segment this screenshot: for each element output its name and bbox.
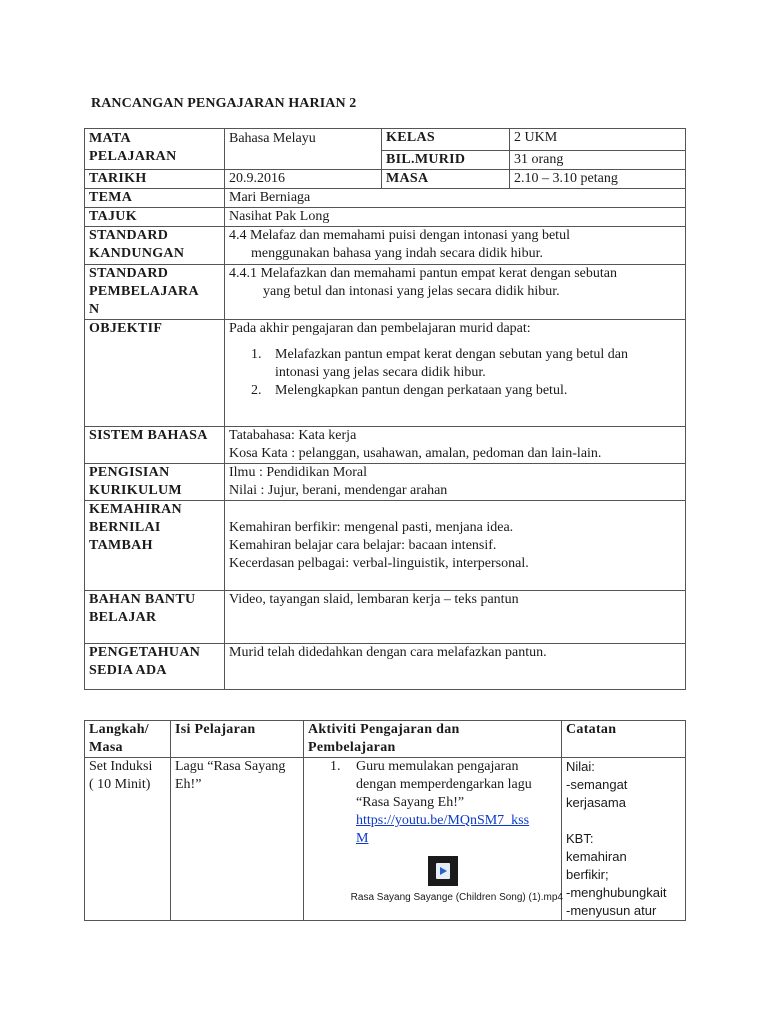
- bahan-bantu-belajar-value: Video, tayangan slaid, lembaran kerja – teks pantun: [225, 591, 686, 644]
- bil-murid-value: 31 orang: [510, 151, 686, 170]
- pengisian-kurikulum-value: Ilmu : Pendidikan Moral Nilai : Jujur, berani, mendengar arahan: [225, 464, 686, 501]
- standard-kandungan-label: STANDARD KANDUNGAN: [85, 227, 225, 265]
- header-langkah-masa: Langkah/ Masa: [85, 721, 171, 758]
- mata-pelajaran-value: Bahasa Melayu: [225, 129, 382, 170]
- standard-pembelajaran-label: STANDARD PEMBELAJARA N: [85, 265, 225, 320]
- objektif-label: OBJEKTIF: [85, 320, 225, 427]
- standard-kandungan-value: 4.4 Melafaz dan memahami puisi dengan intonasi yang betul menggunakan bahasa yang indah secara didik hibur.: [225, 227, 686, 265]
- header-isi-pelajaran: Isi Pelajaran: [171, 721, 304, 758]
- header-aktiviti: Aktiviti Pengajaran dan Pembelajaran: [304, 721, 562, 758]
- tajuk-label: TAJUK: [85, 208, 225, 227]
- youtube-link[interactable]: https://youtu.be/MQnSM7_kss: [356, 813, 530, 828]
- bil-murid-label: BIL.MURID: [382, 151, 510, 170]
- tajuk-value: Nasihat Pak Long: [225, 208, 686, 227]
- lesson-steps-table: [84, 720, 686, 921]
- masa-value: 2.10 – 3.10 petang: [510, 170, 686, 189]
- objektif-value: Pada akhir pengajaran dan pembelajaran murid dapat: 1. Melafazkan pantun empat kerat dengan sebutan yang betul dan intonasi yang jelas secara didik hibur. 2. Melengkapkan pantun dengan perkataan yang betul.: [225, 320, 686, 427]
- tarikh-value: 20.9.2016: [225, 170, 382, 189]
- masa-label: MASA: [382, 170, 510, 189]
- pengetahuan-sedia-ada-value: Murid telah didedahkan dengan cara melafazkan pantun.: [225, 644, 686, 690]
- mata-pelajaran-label: MATA PELAJARAN: [85, 129, 225, 170]
- header-catatan: Catatan: [562, 721, 686, 758]
- media-caption: Rasa Sayang Sayange (Children Song) (1).mp4: [350, 892, 563, 903]
- bahan-bantu-belajar-label: BAHAN BANTU BELAJAR: [85, 591, 225, 644]
- tema-value: Mari Berniaga: [225, 189, 686, 208]
- sistem-bahasa-label: SISTEM BAHASA: [85, 427, 225, 464]
- kelas-label: KELAS: [382, 129, 510, 151]
- table-row: [85, 758, 686, 921]
- objektif-item: 1. Melafazkan pantun empat kerat dengan sebutan yang betul dan intonasi yang jelas secara didik hibur.: [251, 347, 628, 380]
- lesson-info-table: [84, 128, 686, 690]
- document-title: RANCANGAN PENGAJARAN HARIAN 2: [91, 96, 357, 111]
- catatan-cell: Nilai: -semangat kerjasama KBT: kemahiran berfikir; -menghubungkait -menyusun atur: [562, 758, 686, 921]
- objektif-item: 2. Melengkapkan pantun dengan perkataan yang betul.: [251, 383, 568, 398]
- pengisian-kurikulum-label: PENGISIAN KURIKULUM: [85, 464, 225, 501]
- pengetahuan-sedia-ada-label: PENGETAHUAN SEDIA ADA: [85, 644, 225, 690]
- kemahiran-bernilai-tambah-value: Kemahiran berfikir: mengenal pasti, menjana idea. Kemahiran belajar cara belajar: bacaan intensif. Kecerdasan pelbagai: verbal-linguistik, interpersonal.: [225, 501, 686, 591]
- tarikh-label: TARIKH: [85, 170, 225, 189]
- kelas-value: 2 UKM: [510, 129, 686, 151]
- youtube-link-cont[interactable]: M: [356, 831, 369, 846]
- langkah-masa-cell: Set Induksi ( 10 Minit): [85, 758, 171, 921]
- kemahiran-bernilai-tambah-label: KEMAHIRAN BERNILAI TAMBAH: [85, 501, 225, 591]
- isi-pelajaran-cell: Lagu “Rasa Sayang Eh!”: [171, 758, 304, 921]
- media-file-icon[interactable]: [428, 856, 458, 886]
- standard-pembelajaran-value: 4.4.1 Melafazkan dan memahami pantun empat kerat dengan sebutan yang betul dan intonasi yang jelas secara didik hibur.: [225, 265, 686, 320]
- aktiviti-cell: 1. Guru memulakan pengajaran dengan memperdengarkan lagu “Rasa Sayang Eh!” https://youtu.be/MQnSM7_kss M Rasa Sayang Sayange (Children Song) (1).mp4: [304, 758, 562, 921]
- sistem-bahasa-value: Tatabahasa: Kata kerja Kosa Kata : pelanggan, usahawan, amalan, pedoman dan lain-lain.: [225, 427, 686, 464]
- embedded-media[interactable]: [308, 856, 563, 904]
- tema-label: TEMA: [85, 189, 225, 208]
